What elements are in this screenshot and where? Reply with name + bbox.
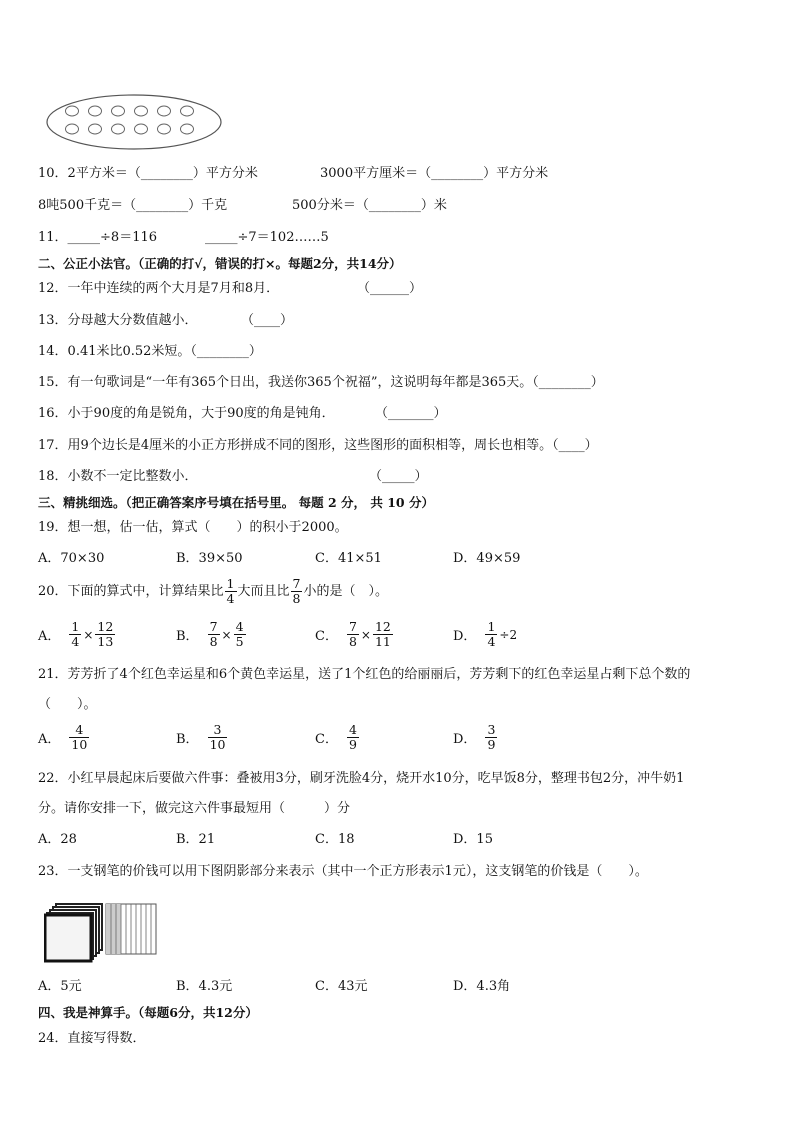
q20-option-b	[176, 620, 247, 649]
q17-text: 17．用9个边长是4厘米的小正方形拼成不同的图形，这些图形的面积相等，周长也相等。（____）	[38, 438, 598, 453]
section-2-heading: 二、公正小法官。（正确的打√，错误的打×。每题2分，共14分）	[38, 256, 402, 271]
q21-b-frac	[208, 723, 228, 752]
q23-option-c: C．43元	[315, 979, 368, 994]
q21-c-label: C．	[315, 732, 338, 747]
q21-a-num: 4	[75, 722, 84, 737]
q21-text-line1: 21．芳芳折了4个红色幸运星和6个黄色幸运星，送了1个红色的给丽丽后，芳芳剩下的红色幸运星占剩下总个数的	[38, 667, 691, 682]
q12-blank: （______）	[357, 281, 423, 296]
q20-text	[38, 577, 388, 606]
q21-option-c	[315, 723, 360, 752]
q20-a-label: A．	[38, 629, 61, 644]
q10-part-c: 8吨500千克＝（________）千克	[38, 198, 228, 213]
q21-d-frac	[485, 723, 497, 752]
q21-a-frac	[69, 723, 89, 752]
q22-option-b: B．21	[176, 832, 216, 847]
q20-b-frac-1	[208, 620, 220, 649]
q20-f2-den: 8	[292, 591, 301, 606]
q20-b-frac-2	[234, 620, 246, 649]
q20-c-n2: 12	[374, 619, 391, 634]
q24-text: 24．直接写得数．	[38, 1031, 146, 1046]
section-3-heading: 三、精挑细选。（把正确答案序号填在括号里。 每题 2 分， 共 10 分）	[38, 495, 434, 510]
q20-pre: 20．下面的算式中，计算结果比	[38, 583, 224, 599]
q20-c-frac-2	[373, 620, 393, 649]
q18-text: 18．小数不一定比整数小．	[38, 469, 198, 484]
q20-c-frac-1	[347, 620, 359, 649]
q20-a-op: ×	[83, 627, 94, 642]
section-4-heading: 四、我是神算手。（每题6分，共12分）	[38, 1005, 258, 1020]
q20-c-n1: 7	[348, 619, 357, 634]
q13-text: 13．分母越大分数值越小．	[38, 313, 198, 328]
q20-f1-num: 1	[226, 576, 235, 591]
q20-c-op: ×	[360, 627, 371, 642]
q20-a-n2: 12	[97, 619, 114, 634]
q23-option-d: D．4.3角	[453, 979, 511, 994]
shaded-squares-figure	[44, 903, 160, 963]
q20-b-n2: 4	[235, 619, 244, 634]
q20-a-frac-2	[95, 620, 115, 649]
q21-text-line2: （ ）。	[38, 697, 97, 712]
q20-c-d2: 11	[374, 634, 391, 649]
q23-text: 23．一支钢笔的价钱可以用下图阴影部分来表示（其中一个正方形表示1元），这支钢笔的价钱是（ ）。	[38, 864, 648, 879]
q21-d-label: D．	[453, 732, 477, 747]
q20-a-d2: 13	[97, 634, 114, 649]
q20-f2-num: 7	[292, 576, 301, 591]
q20-a-d1: 4	[71, 634, 80, 649]
q18-blank: （_____）	[369, 469, 428, 484]
q20-b-label: B．	[176, 629, 199, 644]
q20-c-d1: 8	[348, 634, 357, 649]
ellipse-dots-figure	[44, 92, 226, 152]
q21-c-num: 4	[348, 722, 357, 737]
q22-option-c: C．18	[315, 832, 355, 847]
q21-b-den: 10	[209, 737, 226, 752]
q20-d-label: D．	[453, 629, 477, 644]
q20-b-n1: 7	[209, 619, 218, 634]
q20-d-d1: 4	[487, 634, 496, 649]
q22-text-line1: 22．小红早晨起床后要做六件事：叠被用3分，刷牙洗脸4分，烧开水10分，吃早饭8分，整理书包2分，冲牛奶1	[38, 771, 685, 786]
q21-d-num: 3	[487, 722, 496, 737]
q21-option-a	[38, 723, 90, 752]
q20-d-frac-1	[485, 620, 497, 649]
q21-a-den: 10	[71, 737, 88, 752]
q22-text-line2: 分。请你安排一下，做完这六件事最短用（ ）分	[38, 801, 351, 816]
q22-option-a: A．28	[38, 832, 77, 847]
q21-c-den: 9	[348, 737, 357, 752]
q10-part-d: 500分米＝（________）米	[292, 198, 447, 213]
q11-part-a: 11．_____÷8＝116	[38, 230, 158, 245]
q22-option-d: D．15	[453, 832, 493, 847]
q14-text: 14．0.41米比0.52米短。（________）	[38, 344, 262, 359]
q20-a-n1: 1	[71, 619, 80, 634]
q20-post: 小的是（ ）。	[303, 583, 388, 599]
q16-text: 16．小于90度的角是锐角，大于90度的角是钝角．	[38, 406, 335, 421]
q10-part-a: 10．2平方米＝（________）平方分米	[38, 166, 258, 181]
q13-blank: （____）	[241, 313, 294, 328]
q20-option-a	[38, 620, 116, 649]
q20-option-c	[315, 620, 394, 649]
q21-c-frac	[347, 723, 359, 752]
q21-b-num: 3	[213, 722, 222, 737]
q21-option-d	[453, 723, 498, 752]
q19-text: 19．想一想，估一估，算式（ ）的积小于2000。	[38, 520, 348, 535]
q21-b-label: B．	[176, 732, 199, 747]
q20-d-op: ÷2	[499, 627, 518, 642]
q20-c-label: C．	[315, 629, 338, 644]
q23-option-b: B．4.3元	[176, 979, 233, 994]
q11-part-b: _____÷7＝102……5	[205, 230, 329, 245]
q20-option-d	[453, 620, 518, 649]
q10-part-b: 3000平方厘米＝（________）平方分米	[320, 166, 549, 181]
q19-option-a: A．70×30	[38, 551, 105, 566]
q12-text: 12．一年中连续的两个大月是7月和8月．	[38, 281, 280, 296]
q20-b-d2: 5	[235, 634, 244, 649]
q21-d-den: 9	[487, 737, 496, 752]
q16-blank: （_______）	[375, 406, 447, 421]
q20-mid: 大而且比	[237, 583, 290, 599]
q15-text: 15．有一句歌词是“一年有365个日出，我送你365个祝福”，这说明每年都是365天。（________）	[38, 375, 604, 390]
q19-option-c: C．41×51	[315, 551, 382, 566]
q21-option-b	[176, 723, 228, 752]
q20-b-op: ×	[221, 627, 232, 642]
q20-d-n1: 1	[487, 619, 496, 634]
q20-a-frac-1	[69, 620, 81, 649]
q20-fraction-2	[291, 577, 303, 606]
q19-option-d: D．49×59	[453, 551, 521, 566]
q20-fraction-1	[225, 577, 237, 606]
q20-f1-den: 4	[226, 591, 235, 606]
q19-option-b: B．39×50	[176, 551, 243, 566]
q23-option-a: A．5元	[38, 979, 82, 994]
q21-a-label: A．	[38, 732, 61, 747]
q20-b-d1: 8	[209, 634, 218, 649]
